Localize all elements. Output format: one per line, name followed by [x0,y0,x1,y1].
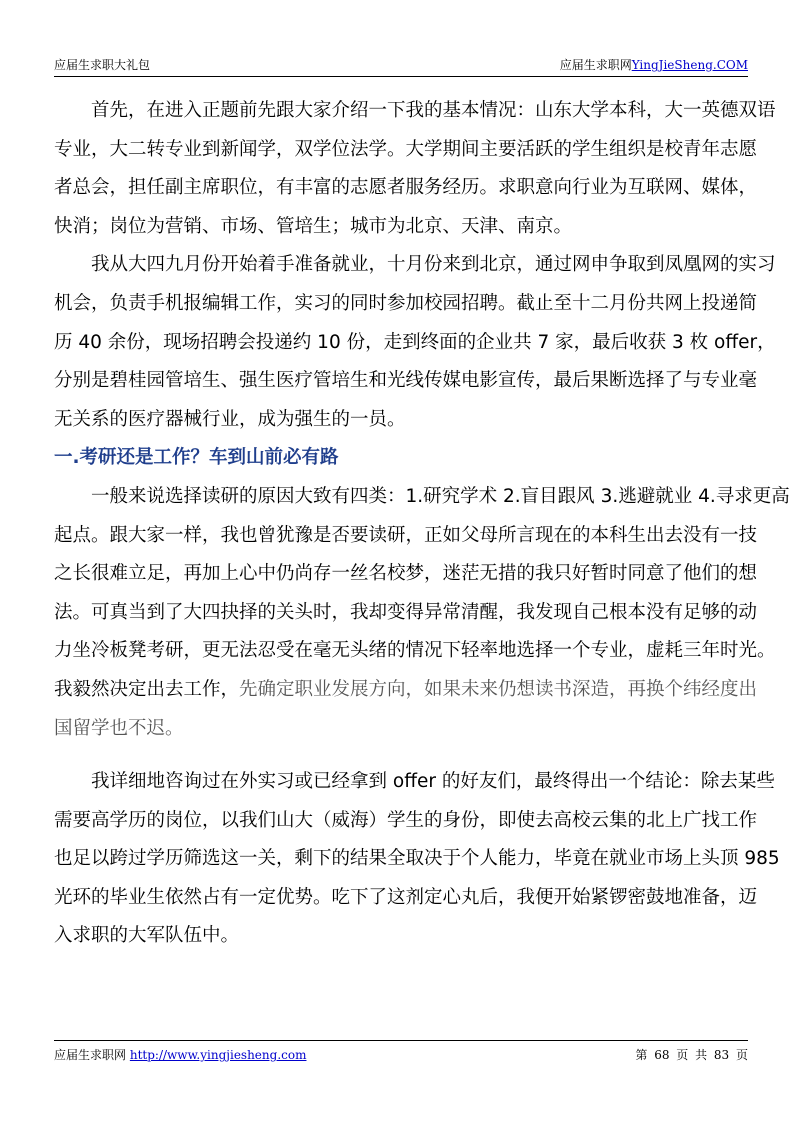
text-line: 光环的毕业生依然占有一定优势。吃下了这剂定心丸后，我便开始紧锣密鼓地准备，迈 [54,886,758,908]
section-heading: 一.考研还是工作？车到山前必有路 [54,447,339,469]
footer-site [54,1046,306,1064]
text-line: 之长很难立足，再加上心中仍尚存一丝名校梦，迷茫无措的我只好暂时同意了他们的想 [54,563,758,585]
text-line: 也足以跨过学历筛选这一关，剩下的结果全取决于个人能力，毕竟在就业市场上头顶 985 [54,848,780,870]
text-line: 快消；岗位为营销、市场、管培生；城市为北京、天津、南京。 [54,215,573,237]
footer-site-link[interactable]: http://www.yingjiesheng.com [129,1048,307,1062]
text-line: 我详细地咨询过在外实习或已经拿到 offer 的好友们，最终得出一个结论：除去某些 [91,771,775,793]
text-line: 需要高学历的岗位，以我们山大（威海）学生的身份，即使去高校云集的北上广找工作 [54,809,758,831]
text-fragment: 我毅然决定出去工作， [54,678,240,700]
paragraph-intro [54,92,776,246]
text-line: 首先，在进入正题前先跟大家介绍一下我的基本情况：山东大学本科，大一英德双语 [91,100,776,121]
text-line: 无关系的医疗器械行业，成为强生的一员。 [54,408,406,430]
text-line: 者总会，担任副主席职位，有丰富的志愿者服务经历。求职意向行业为互联网、媒体， [54,177,758,199]
paragraph-job-search [54,246,776,439]
footer-site-name: 应届生求职网 [54,1048,127,1062]
text-line: 分别是碧桂园管培生、强生医疗管培生和光线传媒电影宣传，最后果断选择了与专业毫 [54,370,758,392]
text-line: 我从大四九月份开始着手准备就业，十月份来到北京，通过网申争取到凤凰网的实习 [91,254,776,276]
paragraph-conclusion [54,763,780,956]
text-fragment-gray: 先确定职业发展方向，如果未来仍想读书深造，再换个纬经度出 [239,678,758,700]
text-line: 法。可真当到了大四抉择的关头时，我却变得异常清醒，我发现自己根本没有足够的动 [54,601,758,623]
text-line: 国留学也不迟。 [54,717,184,739]
text-line: 一般来说选择读研的原因大致有四类：1.研究学术 2.盲目跟风 3.逃避就业 4.寻求更高 [91,485,790,507]
paragraph-grad-school [54,478,790,748]
header-site-link[interactable]: YingJieSheng.COM [631,58,748,72]
article-body [54,92,790,956]
text-line: 历 40 余份，现场招聘会投递约 10 份，走到终面的企业共 7 家，最后收获 3 枚 offer， [54,331,776,353]
header-site-name: 应届生求职网 [559,58,632,72]
header-divider [54,76,748,77]
page-number: 第 68 页 共 83 页 [635,1048,748,1062]
text-line: 起点。跟大家一样，我也曾犹豫是否要读研，正如父母所言现在的本科生出去没有一技 [54,524,758,546]
text-line [54,671,758,710]
text-line: 力坐冷板凳考研，更无法忍受在毫无头绪的情况下轻率地选择一个专业，虚耗三年时光。 [54,640,776,662]
text-line: 入求职的大军队伍中。 [54,925,240,947]
text-line: 专业，大二转专业到新闻学，双学位法学。大学期间主要活跃的学生组织是校青年志愿 [54,138,758,160]
header-site [560,56,748,74]
text-line: 机会，负责手机报编辑工作，实习的同时参加校园招聘。截止至十二月份共网上投递简 [54,292,758,314]
footer-divider [54,1040,748,1041]
header-title: 应届生求职大礼包 [54,58,151,72]
